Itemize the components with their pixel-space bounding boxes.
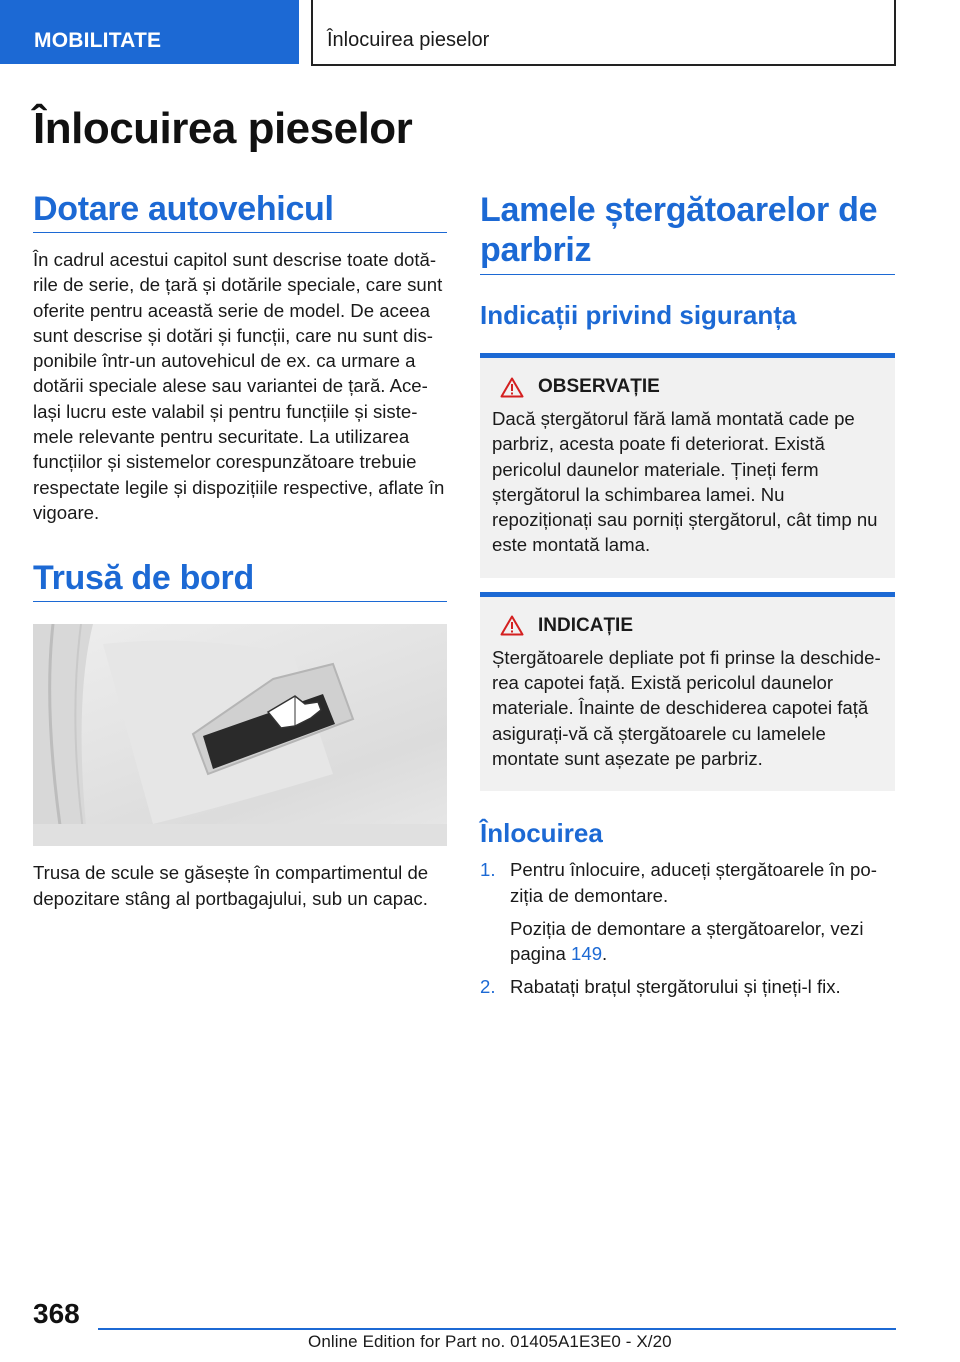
lamele-heading: Lamele ștergătoarelor de parbriz	[480, 190, 895, 275]
edition-footer: Online Edition for Part no. 01405A1E3E0 - X/20	[308, 1332, 672, 1351]
notice-indicatie-label: INDICAȚIE	[538, 614, 633, 636]
dotare-text: În cadrul acestui capitol sunt descrise toate dotările de serie, de țară și dotările speciale, care sunt oferite pentru această serie de model. De aceea sunt descrise și dotări și funcții, care nu sunt disponibile într-un autovehicul de ex. ca urmare a dotării speciale alese sau variantei de țară. Același lucru este valabil și pentru funcțiile și sistemele relevante pentru securitate. La utilizarea funcțiilor și sistemelor corespunzătoare trebuie respectate legile și dispozițiile respective, aflate în vigoare.	[33, 249, 445, 523]
notice-indicatie-text: Ștergătoarele depliate pot fi prinse la deschiderea capotei față. Există pericolul daunelor materiale. Înainte de deschiderea capotei față asigurați-vă că ștergătoarele cu lamelele montate sunt așezate pe parbriz.	[492, 646, 881, 769]
step-text: Rabatați brațul ștergătorului și țineți-l fix.	[510, 976, 841, 998]
chapter-header: Înlocuirea pieselor	[311, 0, 896, 66]
notice-observatie-label: OBSERVAȚIE	[538, 376, 660, 397]
step-subtext	[510, 916, 895, 967]
step-subtext-label: Poziția de demontare a ștergătoarelor, vezi pagina	[510, 917, 864, 965]
step-number: 2.	[480, 976, 496, 998]
page-link-149[interactable]: 149	[571, 943, 603, 965]
dotare-heading: Dotare autovehicul	[33, 190, 447, 233]
notice-observatie-text: Dacă ștergătorul fără lamă montată cade pe parbriz, acesta poate fi deteriorat. Există pericolul daunelor materiale. Țineți ferm ștergătorul la schimbarea lamei. Nu repoziționați sau porniți ștergătorul, cât timp nu este montată lama.	[492, 408, 878, 556]
left-column	[33, 190, 447, 911]
trunk-compartment-illustration	[33, 624, 447, 846]
right-column	[480, 190, 895, 1008]
trunk-compartment-photo	[33, 624, 447, 846]
footer-divider	[98, 1328, 896, 1330]
warning-icon	[500, 377, 524, 398]
safety-heading: Indicații privind siguranța	[480, 300, 797, 330]
warning-icon	[500, 615, 524, 636]
page-title: Înlocuirea pieselor	[33, 104, 413, 153]
trusa-heading: Trusă de bord	[33, 559, 447, 602]
trusa-text: Trusa de scule se găsește în compartimentul de depozitare stâng al portbagajului, sub un capac.	[33, 862, 429, 909]
notice-indicatie	[480, 592, 895, 791]
step-text: Pentru înlocuire, aduceți ștergătoarele în poziția de demontare.	[510, 859, 877, 906]
steps-list	[480, 857, 895, 999]
inlocuirea-heading: Înlocuirea	[480, 818, 603, 849]
step-subtext-end: .	[602, 943, 608, 965]
step-number: 1.	[480, 859, 496, 881]
section-tab: MOBILITATE	[0, 0, 299, 64]
notice-observatie	[480, 353, 895, 578]
page-number: 368	[33, 1298, 80, 1329]
list-item	[480, 974, 895, 999]
list-item	[480, 857, 895, 966]
